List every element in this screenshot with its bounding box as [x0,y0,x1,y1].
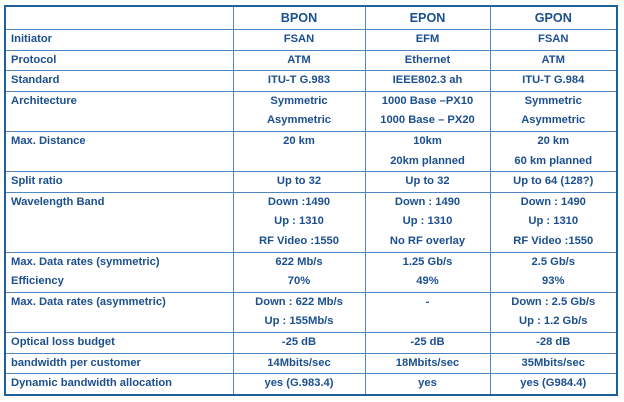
cell-text-line: IEEE802.3 ah [392,74,463,87]
gpon-value-cell [490,353,617,374]
gpon-value-cell [490,374,617,395]
cell-text-line: 622 Mb/s [275,255,323,268]
gpon-value-cell [490,292,617,332]
cell-text-line: Max. Distance [11,134,86,147]
cell-text-line: 1000 Base – PX20 [380,114,475,127]
row-label-cell [5,374,233,395]
row-label-cell [5,292,233,332]
cell-text-line: 49% [416,275,439,288]
bpon-value-cell [233,91,365,131]
cell-text-line: Down : 622 Mb/s [255,295,343,308]
header-epon: EPON [365,6,490,30]
cell-text-line: 20 km [283,134,315,147]
table-row [5,332,617,353]
table-body [5,30,617,395]
cell-text-line: 2.5 Gb/s [531,255,576,268]
gpon-value-cell [490,172,617,193]
gpon-value-cell [490,252,617,292]
cell-text-line: Up : 155Mb/s [264,315,334,328]
epon-value-cell [365,353,490,374]
bpon-value-cell [233,374,365,395]
cell-text-line: Max. Data rates (asymmetric) [11,295,166,308]
row-label-cell [5,91,233,131]
cell-text-line: Symmetric [524,94,582,107]
row-label-cell [5,131,233,171]
cell-text-line: yes [418,377,437,390]
epon-value-cell [365,71,490,92]
cell-text-line: Down :1490 [267,195,331,208]
gpon-value-cell [490,50,617,71]
cell-text-line: RF Video :1550 [513,234,594,247]
row-label-cell [5,332,233,353]
bpon-value-cell [233,131,365,171]
cell-text-line: ITU-T G.984 [522,74,585,87]
gpon-value-cell [490,131,617,171]
cell-text-line: 18Mbits/sec [395,356,460,369]
cell-text-line: Up : 1310 [528,215,579,228]
gpon-value-cell [490,192,617,252]
cell-text-line: Split ratio [11,175,63,188]
cell-text-line: 20km planned [390,154,465,167]
cell-text-line: yes (G.983.4) [264,377,334,390]
bpon-value-cell [233,30,365,51]
cell-text-line: 20 km [537,134,570,147]
cell-text-line: 35Mbits/sec [521,356,585,369]
cell-text-line: Asymmetric [266,114,332,127]
bpon-value-cell [233,252,365,292]
gpon-value-cell [490,30,617,51]
epon-value-cell [365,252,490,292]
cell-text-line: Symmetric [270,94,328,107]
cell-text-line: FSAN [538,33,569,45]
row-label-cell [5,71,233,92]
cell-text-line: No RF overlay [389,234,466,247]
table-row [5,172,617,193]
epon-value-cell [365,50,490,71]
cell-text-line: Standard [11,74,60,87]
cell-text-line: 93% [542,275,565,288]
cell-text-line: ATM [541,53,565,66]
table-row [5,374,617,395]
cell-text-line: Initiator [11,33,53,45]
cell-text-line: 10km [413,134,442,147]
table-row [5,50,617,71]
cell-text-line: Up : 1310 [274,215,324,228]
epon-value-cell [365,292,490,332]
gpon-value-cell [490,332,617,353]
cell-text-line: Architecture [11,94,77,107]
bpon-value-cell [233,71,365,92]
bpon-value-cell [233,192,365,252]
cell-text-line: -25 dB [410,335,445,348]
cell-text-line: Down : 2.5 Gb/s [511,295,596,308]
epon-value-cell [365,172,490,193]
cell-text-line: 70% [287,275,311,288]
cell-text-line: Protocol [11,53,57,66]
epon-value-cell [365,30,490,51]
cell-text-line: Wavelength Band [11,195,105,208]
table-row [5,30,617,51]
table-row [5,252,617,292]
epon-value-cell [365,131,490,171]
cell-text-line: Up : 1310 [402,215,453,228]
cell-text-line: FSAN [283,33,315,45]
cell-text-line: Down : 1490 [520,195,586,208]
cell-text-line: Dynamic bandwidth allocation [11,377,172,390]
cell-text-line: ATM [287,53,311,66]
bpon-value-cell [233,332,365,353]
gpon-value-cell [490,91,617,131]
bpon-value-cell [233,292,365,332]
cell-text-line: Up : 1.2 Gb/s [519,315,588,328]
cell-text-line: bandwidth per customer [11,356,141,369]
cell-text-line: RF Video :1550 [258,234,339,247]
cell-text-line: 14Mbits/sec [267,356,331,369]
table-row [5,353,617,374]
gpon-value-cell [490,71,617,92]
table-row [5,131,617,171]
bpon-value-cell [233,353,365,374]
epon-value-cell [365,91,490,131]
cell-text-line: Up to 64 (128?) [513,175,594,188]
row-label-cell [5,192,233,252]
cell-text-line: Efficiency [11,275,64,288]
cell-text-line: Ethernet [404,53,451,66]
epon-value-cell [365,374,490,395]
epon-value-cell [365,192,490,252]
bpon-value-cell [233,172,365,193]
cell-text-line: yes (G984.4) [520,377,587,390]
cell-text-line: Max. Data rates (symmetric) [11,255,160,268]
cell-text-line: Down : 1490 [394,195,461,208]
cell-text-line: 60 km planned [514,154,593,167]
row-label-cell [5,353,233,374]
header-bpon: BPON [233,6,365,30]
row-label-cell [5,30,233,51]
cell-text-line: Up to 32 [405,175,450,188]
cell-text-line: Optical loss budget [11,335,115,348]
table-header-row [5,6,617,30]
cell-text-line: 1.25 Gb/s [402,255,453,268]
table-row [5,292,617,332]
table-row [5,91,617,131]
table-row [5,71,617,92]
cell-text-line: EFM [415,33,440,45]
epon-value-cell [365,332,490,353]
row-label-cell [5,50,233,71]
row-label-cell [5,252,233,292]
cell-text-line: ITU-T G.983 [267,74,331,87]
cell-text-line: -25 dB [281,335,317,348]
cell-text-line: 1000 Base –PX10 [381,94,474,107]
cell-text-line: Up to 32 [276,175,322,188]
header-corner-cell [5,6,233,30]
bpon-value-cell [233,50,365,71]
table-row [5,192,617,252]
header-gpon: GPON [490,6,617,30]
row-label-cell [5,172,233,193]
cell-text-line: -28 dB [536,335,571,348]
cell-text-line: Asymmetric [521,114,586,127]
cell-text-line: - [425,295,430,308]
pon-comparison-table [4,5,618,396]
